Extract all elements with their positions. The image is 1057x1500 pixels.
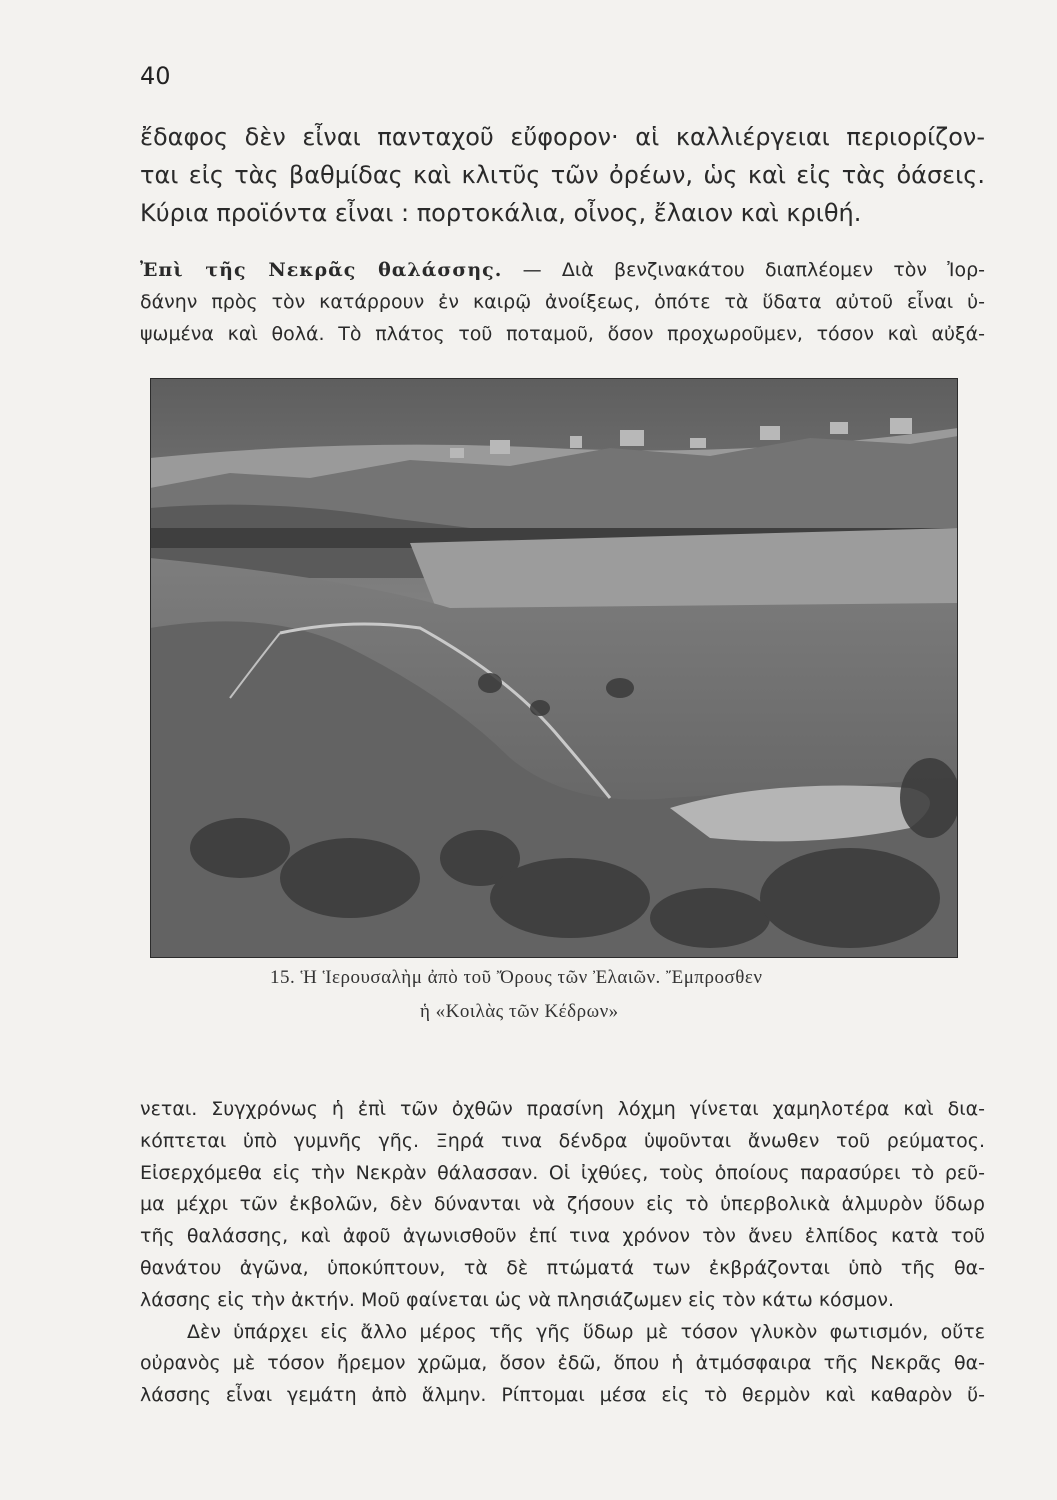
text-line: Εἰσερχόμεθα εἰς τὴν Νεκρὰν θάλασσαν. Οἱ ἰχθύες, τοὺς ὁποίους παρασύρει τὸ ρεῦ-	[140, 1161, 985, 1184]
text-line: ψωμένα καὶ θολά. Τὸ πλάτος τοῦ ποταμοῦ, ὅσον προχωροῦμεν, τόσον καὶ αὐξά-	[140, 323, 985, 345]
caption-line: 15. Ἡ Ἱερουσαλὴμ ἀπὸ τοῦ Ὄρους τῶν Ἐλαιῶν. Ἔμπροσθεν	[270, 967, 763, 988]
text-line: λάσσης εἰς τὴν ἀκτήν. Μοῦ φαίνεται ὡς νὰ πλησιάζωμεν εἰς τὸν κάτω κόσμον.	[140, 1288, 895, 1311]
text-line: ἔδαφος δὲν εἶναι πανταχοῦ εὔφορον· αἱ καλλιέργειαι περιορίζον-	[140, 123, 985, 151]
text-line	[140, 254, 985, 286]
page-number: 40	[140, 62, 171, 90]
text-line: τῆς θαλάσσης, καὶ ἀφοῦ ἀγωνισθοῦν ἐπί τινα χρόνον τὸν ἄνευ ἐλπίδος κατὰ τοῦ	[140, 1225, 985, 1248]
text-line: δάνην πρὸς τὸν κατάρρουν ἐν καιρῷ ἀνοίξεως, ὁπότε τὰ ὕδατα αὐτοῦ εἶναι ὑ-	[140, 291, 985, 313]
section-heading: Ἐπὶ τῆς Νεκρᾶς θαλάσσης.	[140, 259, 503, 281]
text-line: λάσσης εἶναι γεμάτη ἀπὸ ἅλμην. Ρίπτομαι μέσα εἰς τὸ θερμὸν καὶ καθαρὸν ὕ-	[140, 1384, 985, 1407]
caption-line: ἡ «Κοιλὰς τῶν Κέδρων»	[420, 1001, 619, 1022]
text-line: μα μέχρι τῶν ἐκβολῶν, δὲν δύνανται νὰ ζήσουν εἰς τὸ ὑπερβολικὰ ἁλμυρὸν ὕδωρ	[140, 1193, 985, 1216]
text-line: Κύρια προϊόντα εἶναι : πορτοκάλια, οἶνος, ἔλαιον καὶ κριθή.	[140, 199, 862, 227]
text-line: οὐρανὸς μὲ τόσον ἤρεμον χρῶμα, ὅσον ἐδῶ, ὅπου ἡ ἀτμόσφαιρα τῆς Νεκρᾶς θα-	[140, 1352, 985, 1375]
text-line: ται εἰς τὰς βαθμίδας καὶ κλιτῦς τῶν ὀρέων, ὡς καὶ εἰς τὰς ὀάσεις.	[140, 161, 985, 189]
text-line: θανάτου ἀγῶνα, ὑποκύπτουν, τὰ δὲ πτώματά των ἐκβράζονται ὑπὸ τῆς θα-	[140, 1256, 985, 1279]
text-span: — Διὰ βενζινακάτου διαπλέομεν τὸν Ἰορ-	[502, 259, 985, 281]
paragraph-top	[140, 118, 985, 232]
photo-jerusalem	[150, 378, 958, 958]
section-dead-sea	[140, 254, 985, 350]
text-line: νεται. Συγχρόνως ἡ ἐπὶ τῶν ὀχθῶν πρασίνη λόχμη γίνεται χαμηλοτέρα καὶ δια-	[140, 1098, 985, 1120]
text-line: κόπτεται ὑπὸ γυμνῆς γῆς. Ξηρά τινα δένδρα ὑψοῦνται ἄνωθεν τοῦ ρεύματος.	[140, 1129, 985, 1152]
text-line: Δὲν ὑπάρχει εἰς ἄλλο μέρος τῆς γῆς ὕδωρ μὲ τόσον γλυκὸν φωτισμόν, οὔτε	[187, 1320, 985, 1343]
paragraph-bottom	[140, 1094, 985, 1412]
